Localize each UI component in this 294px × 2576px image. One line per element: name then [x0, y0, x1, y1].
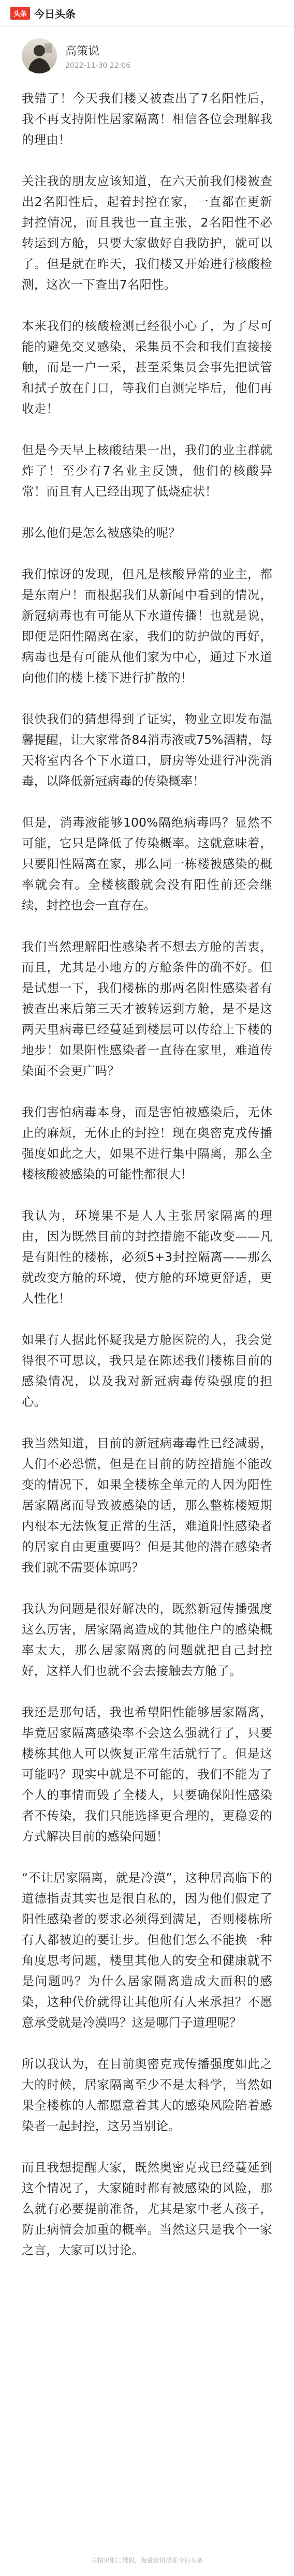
paragraph: 我们惊讶的发现，但凡是核酸异常的业主，都是东南户！而根据我们从新闻中看到的情况，新冠病毒也有可能从下水道传播！也就是说，即便是阳性隔离在家，我们的防护做的再好，病毒也是有可能从他们家为中心，通过下水道向他们的楼上楼下进行扩散的！ — [22, 567, 272, 685]
author-avatar[interactable] — [22, 38, 57, 73]
paragraph: 我还是那句话，我也希望阳性能够居家隔离，毕竟居家隔离感染率不会这么强就行了，只要楼栋其他人可以恢复正常生活就行了。但是这可能吗？现实中就是不可能的，我们不能为了个人的事情而毁了全楼人，只要确保阳性感染者不传染，我们只能选择更合理的，更稳妥的方式解决目前的感染问题！ — [22, 1705, 272, 1844]
post-timestamp: 2022-11-30 22:06 — [65, 61, 131, 70]
paragraph: 很快我们的猜想得到了证实，物业立即发布温馨提醒，让大家常备84消毒液或75%酒精，每天将室内各个下水道口，厨房等处进行冲洗消毒，以降低新冠病毒的传染概率！ — [22, 712, 272, 788]
paragraph: 如果有人据此怀疑我是方舱医院的人，我会觉得很不可思议，我只是在陈述我们楼栋目前的感染情况，以及我对新冠病毒传染强度的担心。 — [22, 1332, 272, 1409]
paragraph: 我错了！今天我们楼又被查出了7名阳性后，我不再支持阳性居家隔离！相信各位会理解我的理由！ — [22, 91, 272, 147]
app-name: 今日头条 — [34, 8, 76, 20]
app-header — [0, 0, 294, 27]
paragraph: 那么他们是怎么被感染的呢？ — [22, 526, 181, 540]
author-info[interactable] — [0, 27, 294, 79]
toutiao-logo[interactable]: 头条 — [10, 7, 30, 20]
paragraph: 但是，消毒液能够100%隔绝病毒吗？显然不可能，它只是降低了传染概率。这就意味着，只要阳性隔离在家，那么同一栋楼被感染的概率就会有。全楼核酸就会没有阳性前还会继续，封控也会一直存在。 — [22, 815, 272, 912]
paragraph: 而且我想提醒大家，既然奥密克戎已经蔓延到这个情况了，大家随时都有被感染的风险，那么就有必要提前准备，尤其是家中老人孩子，防止病情会加重的概率。当然这只是我个一家之言，大家可以讨论。 — [22, 2160, 272, 2257]
paragraph: 我们当然理解阳性感染者不想去方舱的苦衷，而且，尤其是小地方的方舱条件的确不好。但是试想一下，我们楼栋的那两名阳性感染者有被查出来后第三天才被转运到方舱，是不是这两天里病毒已经蔓延到楼层可以传给上下楼的地步！如果阳性感染者一直待在家里，难道传染面不会更广吗？ — [22, 939, 272, 1078]
paragraph: 所以我认为，在目前奥密克戎传播强度如此之大的时候，居家隔离至少不是太科学，当然如果全楼栋的人都愿意着其大的感染风险陪着感染者一起封控，这另当别论。 — [22, 2057, 272, 2133]
paragraph: 本来我们的核酸检测已经很小心了，为了尽可能的避免交叉感染，采集员不会和我们直接接触，而是一户一采，甚至采集员会事先把试管和拭子放在门口，等我们自测完毕后，他们再收走！ — [22, 319, 272, 416]
footer-note: 长按识别二维码，海量资讯尽在今日头条 — [91, 2557, 203, 2564]
paragraph: 但是今天早上核酸结果一出，我们的业主群就炸了！至少有7名业主反馈，他们的核酸异常！而且有人已经出现了低烧症状！ — [22, 443, 272, 499]
paragraph: 我当然知道，目前的新冠病毒毒性已经减弱，人们不必恐慌，但是在目前的防控措施不能改变的情况下，如果全楼栋全单元的人因为阳性居家隔离而导致被感染的话，那么整栋楼短期内根本无法恢复正常的生活，难道阳性感染者的居家自由更重要吗？但是其他的潜在感染者我们就不需要体谅吗？ — [22, 1436, 272, 1575]
paragraph: 我认为问题是很好解决的，既然新冠传播强度这么厉害，居家隔离造成的其他住户的感染概率太大，那么居家隔离的问题就把自己封控好，这样人们也就不会去接触去方舱了。 — [22, 1601, 272, 1678]
author-name[interactable]: 高策说 — [65, 44, 100, 58]
article-body — [0, 79, 294, 2260]
paragraph: 我们害怕病毒本身，而是害怕被感染后，无休止的麻烦，无休止的封控！现在奥密克戎传播强度如此之大，如果不进行集中隔离，那么全楼核酸被感染的可能性都很大！ — [22, 1105, 272, 1181]
paragraph: “不让居家隔离，就是冷漠”，这种居高临下的道德指责其实也是很自私的，因为他们假定了阳性感染者的要求必须得到满足，否则楼栋所有人都被迫的要让步。但他们怎么不能换一种角度思考问题，楼里其他人的安全和健康就不是问题吗？为什么居家隔离造成大面积的感染，这种代价就得让其他所有人来承担？不愿意承受就是冷漠吗？这是哪门子道理呢？ — [22, 1870, 272, 2030]
paragraph: 我认为，环境果不是人人主张居家隔离的理由，因为既然目前的封控措施不能改变——凡是有阳性的楼栋，必须5+3封控隔离——那么就改变方舱的环境，使方舱的环境更舒适，更人性化！ — [22, 1208, 272, 1306]
paragraph: 关注我的朋友应该知道，在六天前我们楼被查出2名阳性后，起着封控在家，一直都在更新封控情况，而且我也一直主张，2名阳性不必转运到方舱，只要大家做好自我防护，就可以了。但是就在昨天，我们楼又开始进行核酸检测，这次一下查出7名阳性。 — [22, 174, 272, 292]
